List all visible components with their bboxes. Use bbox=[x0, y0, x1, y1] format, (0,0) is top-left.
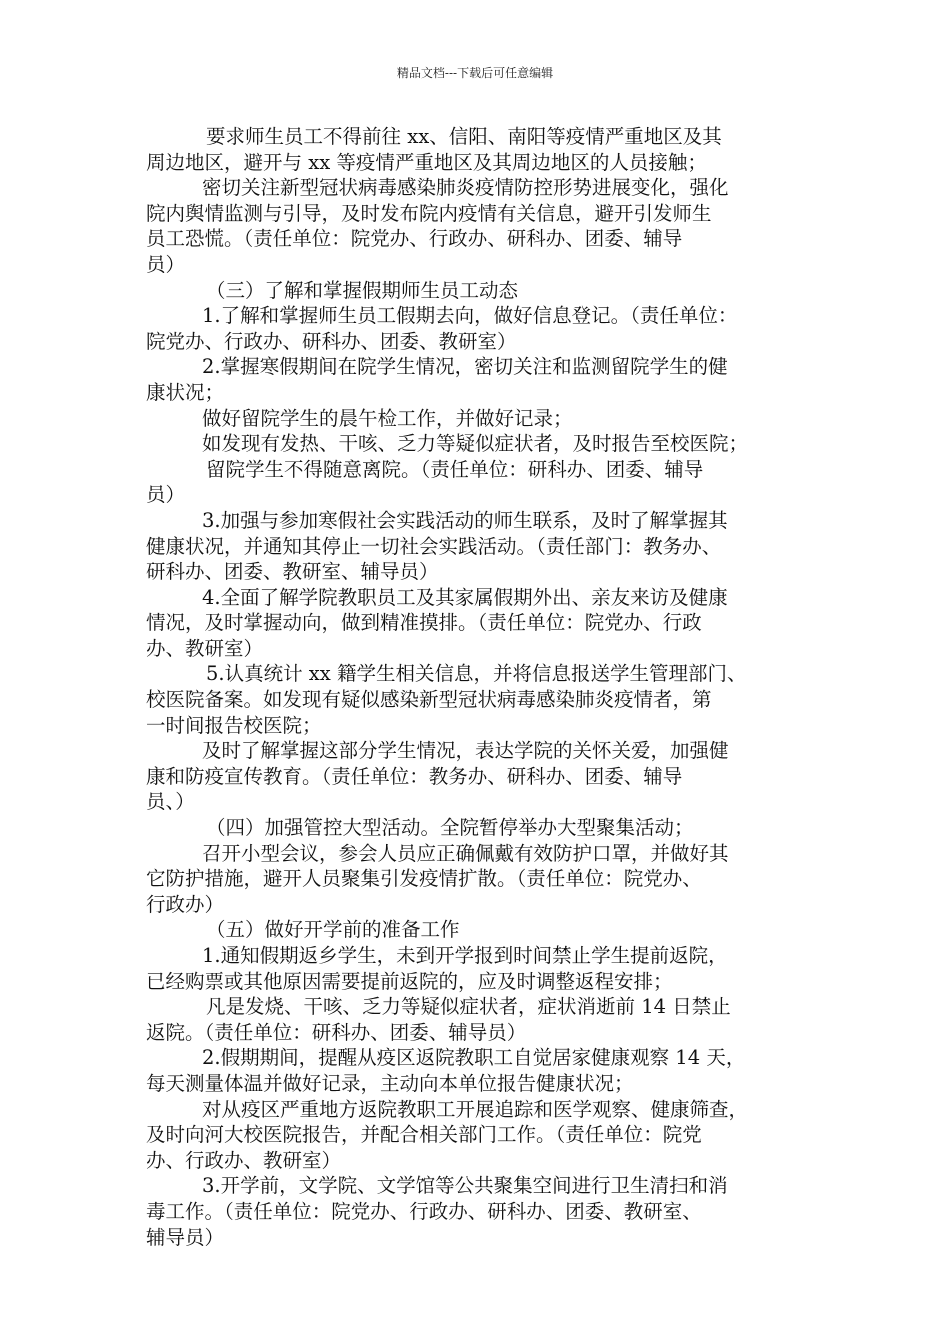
text-line: 4.全面了解学院教职员工及其家属假期外出、亲友来访及健康 bbox=[202, 585, 728, 609]
text-line: 做好留院学生的晨午检工作，并做好记录； bbox=[202, 406, 573, 430]
text-line: 如发现有发热、干咳、乏力等疑似症状者，及时报告至校医院； bbox=[202, 432, 749, 456]
text-line: 研科办、团委、教研室、辅导员） bbox=[146, 560, 439, 584]
text-line: 员工恐慌。（责任单位：院党办、行政办、研科办、团委、辅导 bbox=[146, 227, 683, 251]
text-line: （三）了解和掌握假期师生员工动态 bbox=[206, 278, 519, 302]
text-line: 它防护措施，避开人员聚集引发疫情扩散。（责任单位：院党办、 bbox=[146, 867, 702, 891]
text-line: 辅导员） bbox=[146, 1225, 225, 1249]
page-header: 精品文档---下载后可任意编辑 bbox=[396, 66, 554, 80]
text-line: 情况，及时掌握动向，做到精准摸排。（责任单位：院党办、行政 bbox=[146, 611, 702, 635]
text-line: 密切关注新型冠状病毒感染肺炎疫情防控形势进展变化，强化 bbox=[202, 176, 729, 200]
text-line: 每天测量体温并做好记录，主动向本单位报告健康状况； bbox=[146, 1071, 634, 1095]
text-line: 5.认真统计 xx 籍学生相关信息，并将信息报送学生管理部门、 bbox=[206, 662, 747, 686]
text-line: 已经购票或其他原因需要提前返院的，应及时调整返程安排； bbox=[146, 969, 673, 993]
text-line: 周边地区，避开与 xx 等疫情严重地区及其周边地区的人员接触； bbox=[146, 150, 707, 174]
text-line: 院内舆情监测与引导，及时发布院内疫情有关信息，避开引发师生 bbox=[146, 201, 712, 225]
text-line: 及时向河大校医院报告，并配合相关部门工作。（责任单位：院党 bbox=[146, 1123, 702, 1147]
text-line: 办、行政办、教研室） bbox=[146, 1148, 342, 1172]
text-line: 康状况； bbox=[146, 380, 225, 404]
text-line: （五）做好开学前的准备工作 bbox=[206, 918, 460, 942]
text-line: 办、教研室） bbox=[146, 636, 264, 660]
text-line: 毒工作。（责任单位：院党办、行政办、研科办、团委、教研室、 bbox=[146, 1199, 702, 1223]
text-line: 返院。（责任单位：研科办、团委、辅导员） bbox=[146, 1020, 527, 1044]
text-line: 员） bbox=[146, 483, 186, 507]
text-line: 2.假期期间，提醒从疫区返院教职工自觉居家健康观察 14 天， bbox=[202, 1046, 746, 1070]
text-line: 要求师生员工不得前往 xx、信阳、南阳等疫情严重地区及其 bbox=[206, 125, 722, 148]
text-line: 召开小型会议，参会人员应正确佩戴有效防护口罩，并做好其 bbox=[202, 841, 729, 865]
text-line: 及时了解掌握这部分学生情况，表达学院的关怀关爱，加强健 bbox=[202, 739, 729, 763]
text-line: 员、） bbox=[146, 790, 195, 814]
text-line: 留院学生不得随意离院。（责任单位：研科办、团委、辅导 bbox=[206, 457, 704, 481]
text-line: 1.了解和掌握师生员工假期去向，做好信息登记。（责任单位： bbox=[202, 304, 738, 328]
text-line: 康和防疫宣传教育。（责任单位：教务办、研科办、团委、辅导 bbox=[146, 764, 683, 788]
text-line: 2.掌握寒假期间在院学生情况，密切关注和监测留院学生的健 bbox=[202, 355, 728, 379]
text-line: 1.通知假期返乡学生，未到开学报到时间禁止学生提前返院， bbox=[202, 944, 728, 967]
text-line: 一时间报告校医院； bbox=[146, 713, 322, 737]
text-line: 3.加强与参加寒假社会实践活动的师生联系，及时了解掌握其 bbox=[202, 508, 728, 532]
text-line: 健康状况，并通知其停止一切社会实践活动。（责任部门：教务办、 bbox=[146, 534, 722, 558]
text-line: 校医院备案。如发现有疑似感染新型冠状病毒感染肺炎疫情者，第 bbox=[146, 688, 712, 712]
text-line: 院党办、行政办、研科办、团委、教研室） bbox=[146, 329, 517, 353]
document-body bbox=[146, 124, 826, 1250]
text-line: （四）加强管控大型活动。全院暂停举办大型聚集活动； bbox=[206, 816, 694, 840]
text-line: 行政办） bbox=[146, 892, 225, 916]
text-line: 对从疫区严重地方返院教职工开展追踪和医学观察、健康筛查， bbox=[202, 1097, 749, 1121]
text-line: 3.开学前，文学院、文学馆等公共聚集空间进行卫生清扫和消 bbox=[202, 1174, 728, 1198]
text-line: 员） bbox=[146, 252, 186, 276]
text-line: 凡是发烧、干咳、乏力等疑似症状者，症状消逝前 14 日禁止 bbox=[206, 995, 731, 1019]
